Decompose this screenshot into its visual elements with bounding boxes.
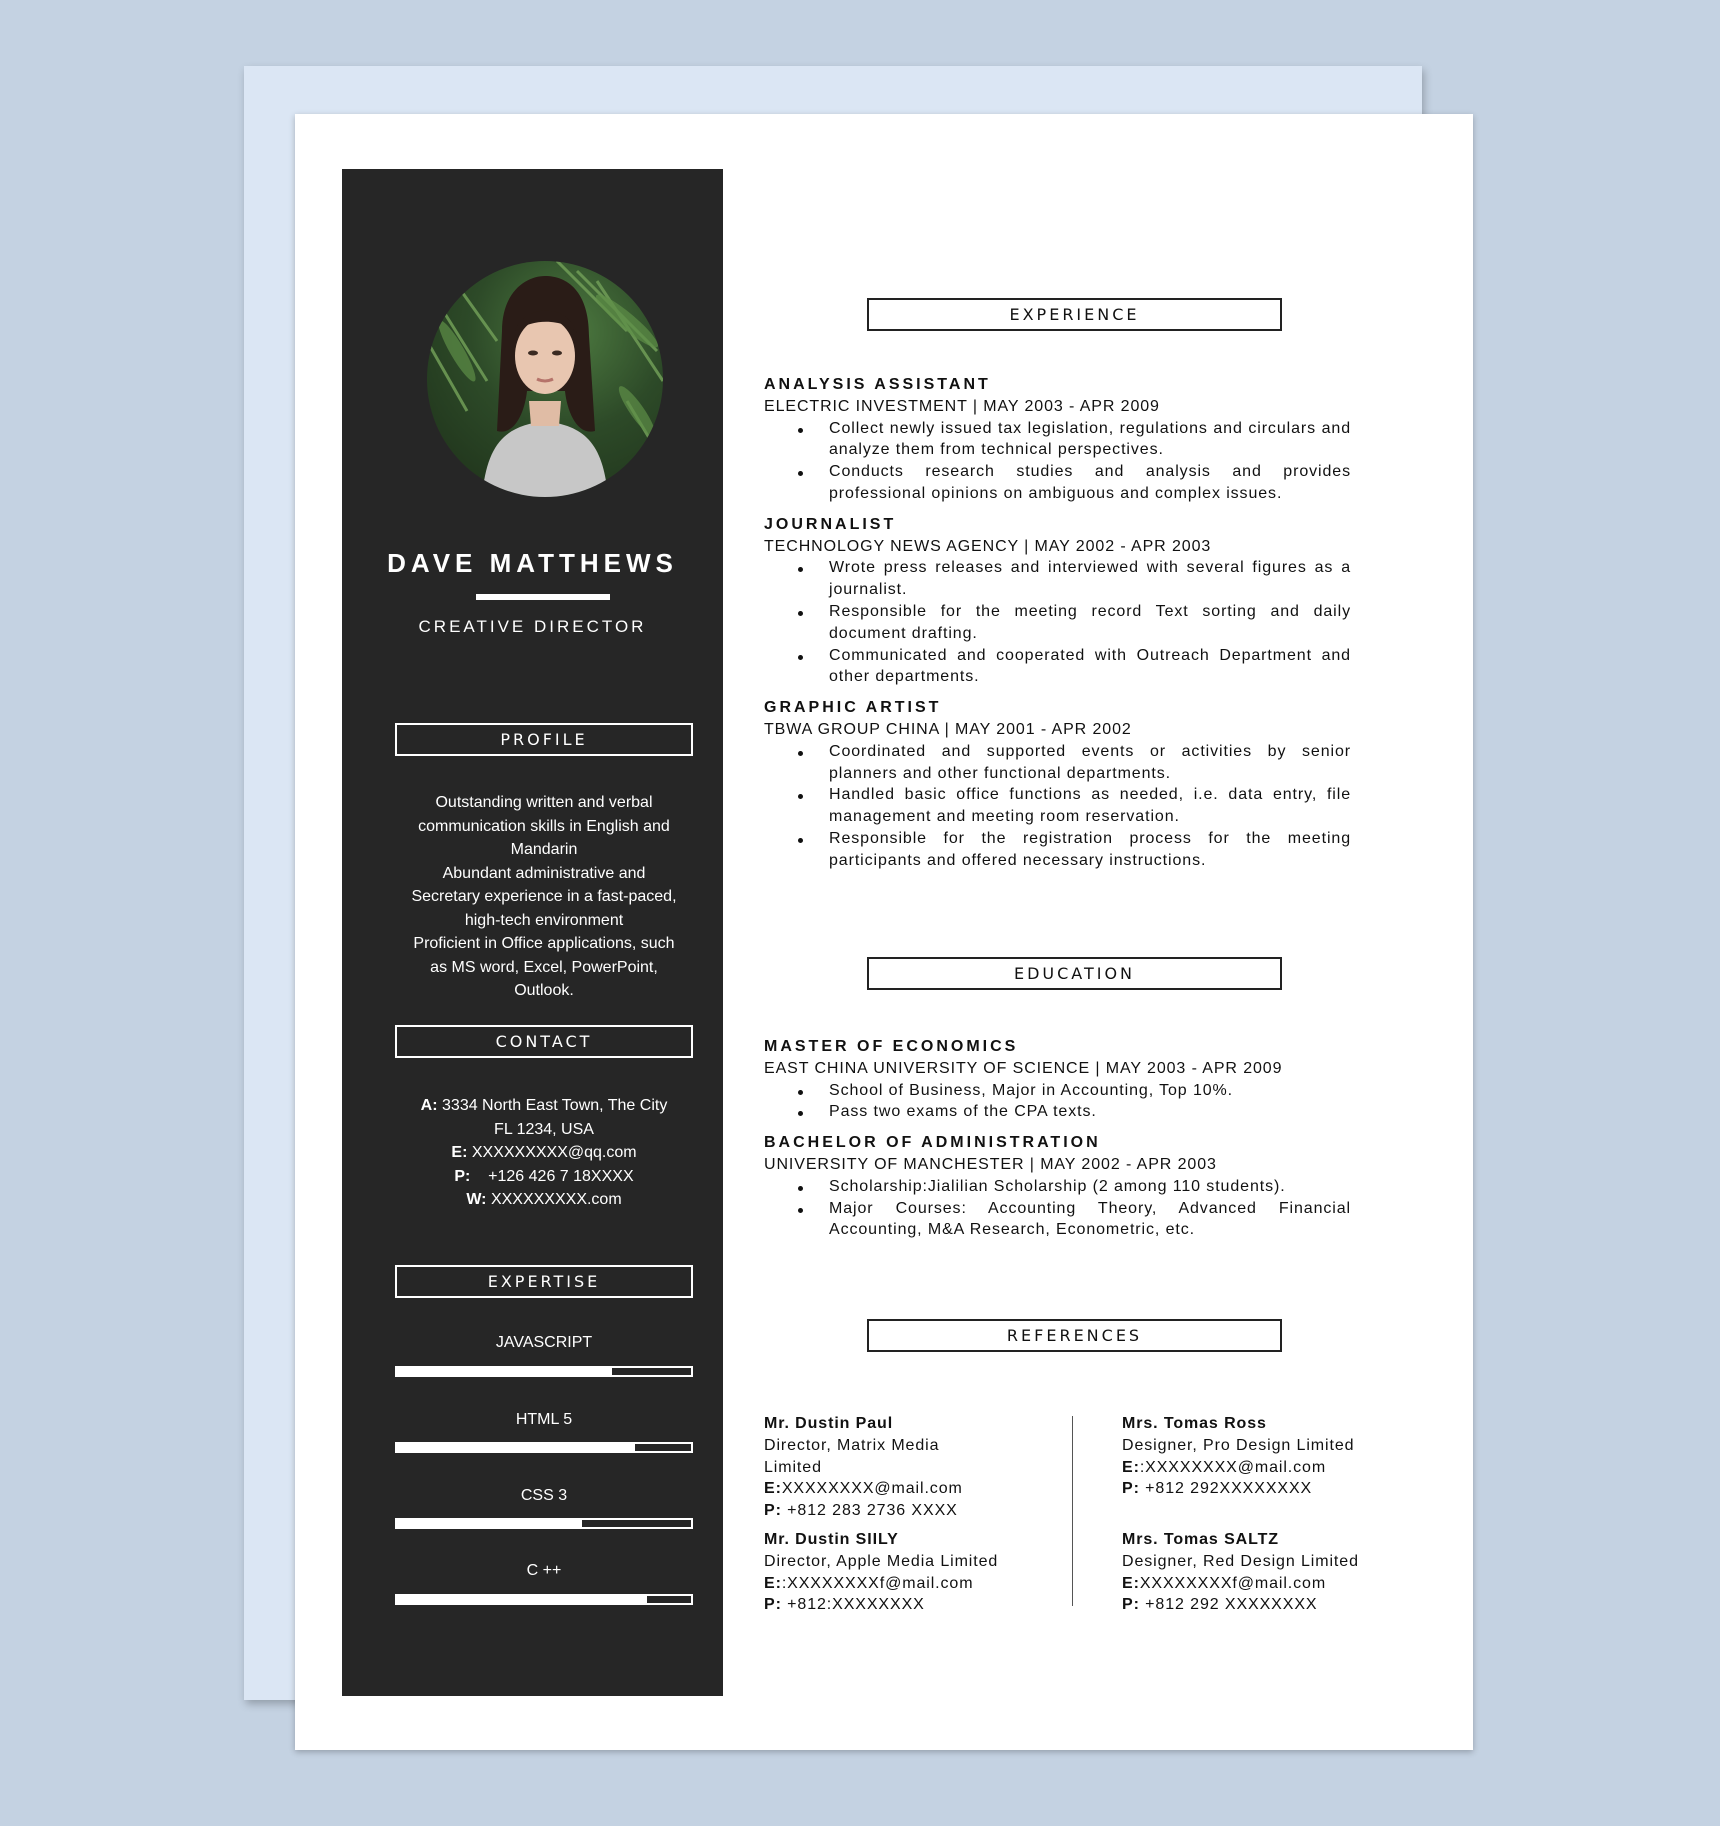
- contact-phone: [382, 1165, 706, 1189]
- reference-name: Mr. Dustin SIILY: [764, 1531, 899, 1548]
- degree-title: MASTER OF ECONOMICS: [764, 1038, 1019, 1055]
- degree-bullet: Scholarship:Jialilian Scholarship (2 among 110 students).: [829, 1176, 1351, 1198]
- profile-text: [395, 791, 693, 1003]
- reference-email: [1122, 1573, 1404, 1595]
- profile-line: communication skills in English and: [418, 817, 670, 835]
- reference-name: Mrs. Tomas Ross: [1122, 1415, 1267, 1432]
- skill-bar: [395, 1442, 693, 1453]
- degree-bullet: School of Business, Major in Accounting, Top 10%.: [829, 1080, 1351, 1102]
- profile-line: Outlook.: [514, 982, 574, 999]
- reference-position: Designer, Pro Design Limited: [1122, 1436, 1355, 1454]
- job-title: JOURNALIST: [764, 515, 897, 533]
- skill-fill: [397, 1520, 582, 1527]
- reference-position: Designer, Red Design Limited: [1122, 1552, 1359, 1570]
- email-label: E:: [764, 1480, 782, 1498]
- address-line: FL 1234, USA: [494, 1120, 594, 1138]
- reference-card: [1122, 1529, 1404, 1616]
- job-bullet: Responsible for the meeting record Text sorting and daily document drafting.: [829, 601, 1351, 645]
- email-value: :XXXXXXXXf@mail.com: [781, 1574, 974, 1592]
- phone-value: +126 426 7 18XXXX: [488, 1167, 634, 1185]
- profile-line: Proficient in Office applications, such: [413, 935, 675, 952]
- job-entry: [764, 697, 1351, 871]
- job-entry: [764, 374, 1351, 505]
- job-bullet: Conducts research studies and analysis and provides professional opinions on ambiguous and complex issues.: [829, 461, 1351, 505]
- email-label: E:: [764, 1574, 782, 1592]
- phone-label: P:: [1122, 1596, 1140, 1614]
- experience-heading: EXPERIENCE: [867, 298, 1282, 331]
- contact-email: [382, 1141, 706, 1165]
- phone-label: P:: [1122, 1480, 1140, 1498]
- email-value: XXXXXXXXX@qq.com: [471, 1144, 637, 1161]
- degree-entry: [764, 1132, 1351, 1241]
- phone-value: +812 292 XXXXXXXX: [1139, 1596, 1318, 1614]
- reference-email: [764, 1573, 1064, 1595]
- job-entry: [764, 514, 1351, 688]
- skill-label: CSS 3: [520, 1487, 568, 1504]
- references-heading: REFERENCES: [867, 1319, 1282, 1352]
- contact-address: [382, 1094, 706, 1118]
- degree-title: BACHELOR OF ADMINISTRATION: [764, 1134, 1101, 1152]
- expertise-heading: EXPERTISE: [395, 1265, 693, 1298]
- profile-line: Mandarin: [510, 841, 578, 858]
- address-label: A:: [420, 1097, 438, 1114]
- profile-heading: PROFILE: [395, 723, 693, 756]
- candidate-role: CREATIVE DIRECTOR: [418, 617, 647, 636]
- reference-phone: [764, 1500, 1024, 1522]
- job-bullet: Responsible for the registration process for the meeting participants and offered necessary instructions.: [829, 828, 1351, 872]
- degree-subtitle: EAST CHINA UNIVERSITY OF SCIENCE | MAY 2003 - APR 2009: [764, 1059, 1283, 1077]
- skill-bar: [395, 1594, 693, 1605]
- reference-card: [764, 1413, 1024, 1522]
- reference-card: [764, 1529, 1064, 1616]
- skill-fill: [397, 1596, 647, 1603]
- experience-section: [764, 374, 1351, 881]
- job-subtitle: TBWA GROUP CHINA | MAY 2001 - APR 2002: [764, 720, 1132, 738]
- skill-fill: [397, 1368, 612, 1375]
- job-title: ANALYSIS ASSISTANT: [764, 376, 991, 393]
- web-label: W:: [466, 1191, 487, 1208]
- contact-heading: CONTACT: [395, 1025, 693, 1058]
- skill-label: C ++: [526, 1562, 562, 1579]
- email-value: XXXXXXXX@mail.com: [781, 1480, 963, 1498]
- job-bullet: Collect newly issued tax legislation, regulations and circulars and analyze them from technical perspectives.: [829, 418, 1351, 462]
- contact-block: [382, 1094, 706, 1212]
- degree-entry: [764, 1036, 1351, 1123]
- reference-position: Limited: [764, 1458, 822, 1476]
- reference-name: Mr. Dustin Paul: [764, 1415, 894, 1432]
- resume-page: [295, 114, 1473, 1750]
- name-divider: [476, 594, 610, 600]
- skill-bar: [395, 1366, 693, 1377]
- job-title: GRAPHIC ARTIST: [764, 699, 942, 717]
- job-bullet: Coordinated and supported events or activities by senior planners and other functional departments.: [829, 741, 1351, 785]
- degree-subtitle: UNIVERSITY OF MANCHESTER | MAY 2002 - APR 2003: [764, 1155, 1217, 1173]
- phone-value: +812 283 2736 XXXX: [781, 1502, 958, 1520]
- job-bullet: Handled basic office functions as needed, i.e. data entry, file management and meeting room reservation.: [829, 784, 1351, 828]
- email-label: E:: [1122, 1458, 1140, 1476]
- education-heading: EDUCATION: [867, 957, 1282, 990]
- skill-fill: [397, 1444, 635, 1451]
- candidate-name: DAVE MATTHEWS: [387, 548, 678, 578]
- phone-label: P:: [764, 1502, 782, 1520]
- contact-web: [382, 1188, 706, 1212]
- profile-line: high-tech environment: [464, 911, 624, 929]
- reference-card: [1122, 1413, 1404, 1500]
- reference-phone: [1122, 1478, 1404, 1500]
- phone-value: +812:XXXXXXXX: [781, 1596, 925, 1614]
- profile-line: as MS word, Excel, PowerPoint,: [430, 958, 658, 976]
- profile-photo: [427, 261, 663, 497]
- reference-name: Mrs. Tomas SALTZ: [1122, 1531, 1279, 1548]
- job-subtitle: ELECTRIC INVESTMENT | MAY 2003 - APR 2009: [764, 397, 1160, 415]
- reference-phone: [1122, 1594, 1404, 1616]
- profile-line: Secretary experience in a fast-paced,: [411, 888, 677, 905]
- email-value: :XXXXXXXX@mail.com: [1139, 1458, 1327, 1476]
- address-line: 3334 North East Town, The City: [442, 1097, 668, 1114]
- profile-line: Abundant administrative and: [442, 864, 646, 882]
- skill-bar: [395, 1518, 693, 1529]
- sidebar: [342, 169, 723, 1696]
- degree-bullet: Pass two exams of the CPA texts.: [829, 1101, 1351, 1123]
- profile-line: Outstanding written and verbal: [435, 794, 653, 811]
- phone-label: P:: [764, 1596, 782, 1614]
- job-subtitle: TECHNOLOGY NEWS AGENCY | MAY 2002 - APR 2003: [764, 537, 1212, 555]
- reference-position: Director, Apple Media Limited: [764, 1552, 999, 1570]
- reference-phone: [764, 1594, 1064, 1616]
- phone-label: P:: [454, 1167, 471, 1185]
- job-bullet: Wrote press releases and interviewed with several figures as a journalist.: [829, 557, 1351, 601]
- skill-label: JAVASCRIPT: [495, 1334, 593, 1351]
- email-value: XXXXXXXXf@mail.com: [1139, 1574, 1327, 1592]
- reference-email: [1122, 1457, 1404, 1479]
- reference-email: [764, 1478, 1024, 1500]
- skill-label: HTML 5: [515, 1411, 573, 1428]
- phone-value: +812 292XXXXXXXX: [1139, 1480, 1313, 1498]
- references-divider: [1072, 1416, 1073, 1606]
- education-section: [764, 1036, 1351, 1250]
- degree-bullet: Major Courses: Accounting Theory, Advanced Financial Accounting, M&A Research, Econometric, etc.: [829, 1198, 1351, 1242]
- email-label: E:: [451, 1144, 468, 1161]
- web-value: XXXXXXXXX.com: [490, 1191, 622, 1208]
- job-bullet: Communicated and cooperated with Outreach Department and other departments.: [829, 645, 1351, 689]
- portrait-image: [427, 261, 663, 497]
- reference-position: Director, Matrix Media: [764, 1436, 940, 1454]
- email-label: E:: [1122, 1574, 1140, 1592]
